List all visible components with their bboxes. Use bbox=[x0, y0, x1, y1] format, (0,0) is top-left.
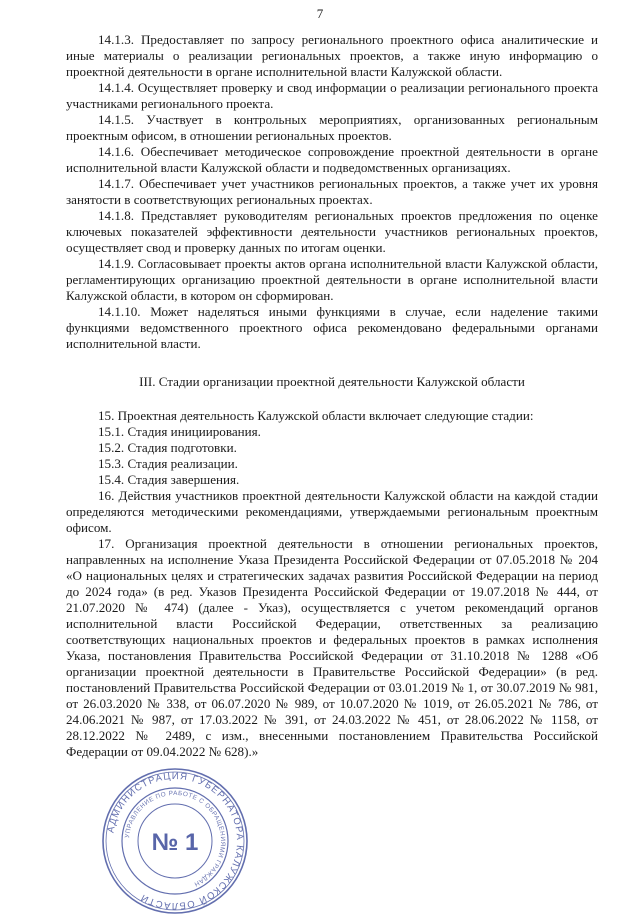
page-number: 7 bbox=[316, 6, 324, 21]
seal-outer-text: АДМИНИСТРАЦИЯ ГУБЕРНАТОРА КАЛУЖСКОЙ ОБЛАСТИ bbox=[105, 770, 246, 912]
seal-icon bbox=[100, 766, 250, 916]
paragraph-15-2: 15.2. Стадия подготовки. bbox=[98, 440, 237, 455]
paragraph-15-3: 15.3. Стадия реализации. bbox=[98, 456, 238, 471]
paragraph-16: 16. Действия участников проектной деятельности Калужской области на каждой стадии определяются методическими рекомендациями, утверждаемыми региональным проектным офисом. bbox=[66, 488, 598, 535]
paragraph-14-1-4: 14.1.4. Осуществляет проверку и свод информации о реализации регионального проекта участниками регионального проекта. bbox=[66, 80, 598, 111]
paragraph-14-1-9: 14.1.9. Согласовывает проекты актов органа исполнительной власти Калужской области, регламентирующих организацию проектной деятельности в органе исполнительной власти Калужской области, в котором он сформирован. bbox=[66, 256, 598, 303]
paragraph-15: 15. Проектная деятельность Калужской области включает следующие стадии: bbox=[98, 408, 534, 423]
section-heading: III. Стадии организации проектной деятельности Калужской области bbox=[139, 374, 525, 389]
paragraph-14-1-3: 14.1.3. Предоставляет по запросу регионального проектного офиса аналитические и иные материалы о реализации региональных проектов, а также иную информацию о проектной деятельности в органе исполнительной власти Калужской области. bbox=[66, 32, 598, 79]
paragraph-15-4: 15.4. Стадия завершения. bbox=[98, 472, 240, 487]
seal-number: № 1 bbox=[151, 829, 199, 856]
paragraph-15-1: 15.1. Стадия инициирования. bbox=[98, 424, 261, 439]
official-seal bbox=[100, 766, 250, 916]
paragraph-14-1-10: 14.1.10. Может наделяться иными функциями в случае, если наделение такими функциями ведомственного проектного офиса рекомендовано федеральными органами исполнительной власти. bbox=[66, 304, 598, 351]
seal-inner-text: УПРАВЛЕНИЕ ПО РАБОТЕ С ОБРАЩЕНИЯМИ ГРАЖДАН bbox=[124, 789, 227, 888]
paragraph-14-1-8: 14.1.8. Представляет руководителям региональных проектов предложения по оценке ключевых показателей эффективности деятельности участников региональных проектов, осуществляет свод и проверку данных по итогам оценки. bbox=[66, 208, 598, 255]
document-body bbox=[66, 32, 598, 760]
paragraph-17: 17. Организация проектной деятельности в отношении региональных проектов, направленных на исполнение Указа Президента Российской Федерации от 07.05.2018 № 204 «О национальных целях и стратегических задачах развития Российской Федерации на период до 2024 года» (в ред. Указов Президента Российской Федерации от 19.07.2018 № 444, от 21.07.2020 № 474) (далее - Указ), осуществляется с учетом рекомендаций органов исполнительной власти Российской Федерации, ответственных за реализацию соответствующих национальных проектов и федеральных проектов в рамках исполнения Указа, постановления Правительства Российской Федерации от 31.10.2018 № 1288 «Об организации проектной деятельности в Правительстве Российской Федерации» (в ред. постановлений Правительства Российской Федерации от 03.01.2019 № 1, от 30.07.2019 № 981, от 26.03.2020 № 338, от 06.07.2020 № 989, от 10.07.2020 № 1019, от 26.05.2021 № 786, от 24.06.2021 № 987, от 17.03.2022 № 391, от 24.03.2022 № 451, от 28.06.2022 № 1158, от 28.12.2022 № 2489, с изм., внесенными постановлением Правительства Российской Федерации от 09.04.2022 № 628).» bbox=[66, 536, 598, 759]
paragraph-14-1-5: 14.1.5. Участвует в контрольных мероприятиях, организованных региональным проектным офисом, в отношении региональных проектов. bbox=[66, 112, 598, 143]
paragraph-14-1-7: 14.1.7. Обеспечивает учет участников региональных проектов, а также учет их уровня занятости в соответствующих региональных проектах. bbox=[66, 176, 598, 207]
paragraph-14-1-6: 14.1.6. Обеспечивает методическое сопровождение проектной деятельности в органе исполнительной власти Калужской области и подведомственных организациях. bbox=[66, 144, 598, 175]
